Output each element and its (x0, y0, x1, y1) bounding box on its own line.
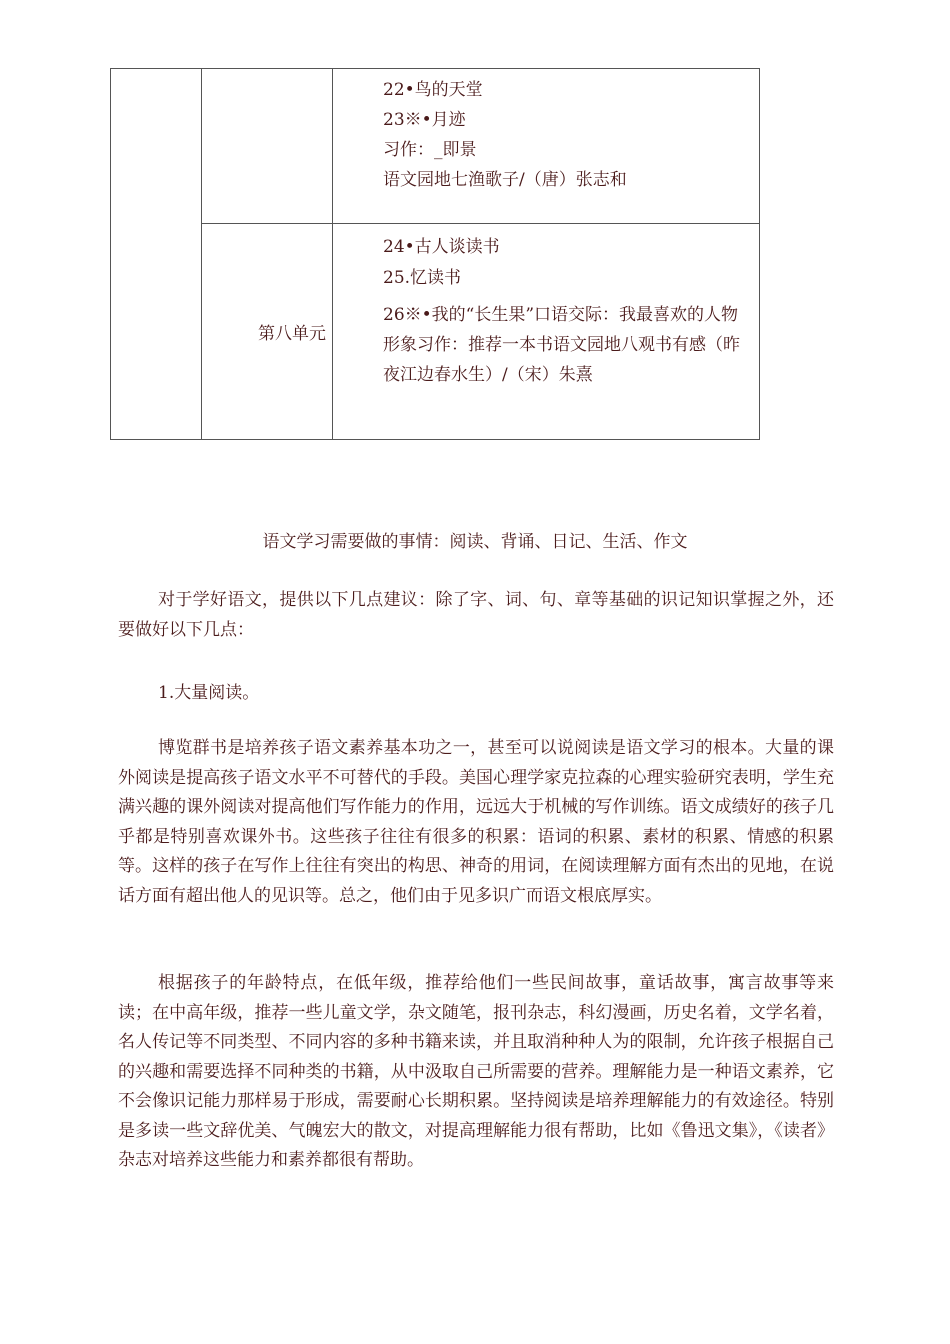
intro-paragraph: 对于学好语文，提供以下几点建议：除了字、词、句、章等基础的识记知识掌握之外，还要做好以下几点： (118, 590, 834, 640)
lesson-item: 语文园地七渔歌子/（唐）张志和 (383, 170, 627, 190)
grade-cell (111, 69, 202, 440)
body-paragraph-1: 博览群书是培养孩子语文素养基本功之一，甚至可以说阅读是语文学习的根本。大量的课外阅读是提高孩子语文水平不可替代的手段。美国心理学家克拉森的心理实验研究表明，学生充满兴趣的课外阅读对提高他们写作能力的作用，远远大于机械的写作训练。语文成绩好的孩子几乎都是特别喜欢课外书。这些孩子往往有很多的积累：语词的积累、素材的积累、情感的积累等。这样的孩子在写作上往往有突出的构思、神奇的用词，在阅读理解方面有杰出的见地，在说话方面有超出他人的见识等。总之，他们由于见多识广而语文根底厚实。 (118, 738, 834, 906)
unit7-lessons-cell (333, 69, 760, 224)
unit8-name: 第八单元 (202, 224, 333, 440)
lesson-item: 25.忆读书 (383, 268, 462, 289)
lesson-item: 习作：_即景 (383, 140, 477, 160)
section-heading: 语文学习需要做的事情：阅读、背诵、日记、生活、作文 (262, 532, 688, 552)
unit8-lesson-list (333, 224, 759, 390)
unit8-row (111, 224, 760, 440)
lesson-item-long: 26※•我的“长生果”口语交际：我最喜欢的人物形象习作：推荐一本书语文园地八观书有感（昨夜江边春水生）/（宋）朱熹 (383, 305, 740, 386)
unit7-name-cell (202, 69, 333, 224)
lesson-item: 23※•月迹 (383, 110, 466, 130)
body-paragraph-2: 根据孩子的年龄特点，在低年级，推荐给他们一些民间故事，童话故事，寓言故事等来读；在中高年级，推荐一些儿童文学，杂文随笔，报刊杂志，科幻漫画，历史名着，文学名着，名人传记等不同类型、不同内容的多种书籍来读，并且取消种种人为的限制，允许孩子根据自己的兴趣和需要选择不同种类的书籍，从中汲取自己所需要的营养。理解能力是一种语文素养，它不会像识记能力那样易于形成，需要耐心长期积累。坚持阅读是培养理解能力的有效途径。特别是多读一些文辞优美、气魄宏大的散文，对提高理解能力很有帮助，比如《鲁迅文集》，《读者》杂志对培养这些能力和素养都很有帮助。 (118, 973, 834, 1170)
lesson-item: 24•古人谈读书 (383, 237, 500, 258)
curriculum-table (110, 68, 760, 440)
lesson-item: 22•鸟的天堂 (383, 80, 483, 100)
unit7-lesson-list (333, 69, 759, 195)
unit8-lessons-cell (333, 224, 760, 440)
point-1-heading: 1.大量阅读。 (158, 683, 260, 703)
unit7-row (111, 69, 760, 224)
